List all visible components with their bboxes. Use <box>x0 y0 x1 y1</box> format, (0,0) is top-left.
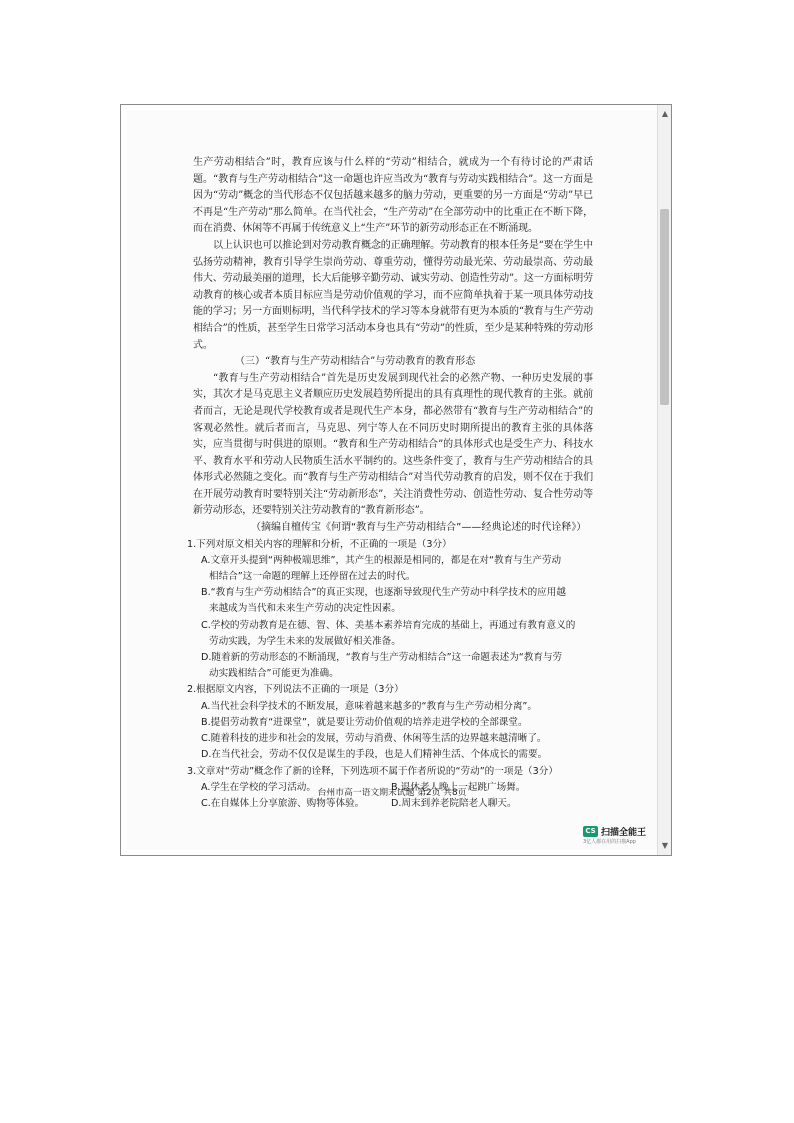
vertical-scrollbar[interactable] <box>657 105 671 855</box>
paragraph-1: 生产劳动相结合”时，教育应该与什么样的“劳动”相结合，就成为一个有待讨论的严肃话题。“教育与生产劳动相结合”这一命题也许应当改为“教育与劳动实践相结合”。这一方面是因为“劳动”概念的当代形态不仅包括越来越多的脑力劳动，更重要的另一方面是“劳动”早已不再是“生产劳动”那么简单。在当代社会，“生产劳动”在全部劳动中的比重正在不断下降，而在消费、休闲等不再属于传统意义上“生产”环节的新劳动形态正在不断涌现。 <box>193 157 593 235</box>
camscanner-watermark <box>583 825 646 838</box>
page-footer: 台州市高一语文期末试题 第2页 共8页 <box>317 788 467 798</box>
question-1-option-b: B.“教育与生产劳动相结合”的真正实现，也逐渐导致现代生产劳动中科学技术的应用越 <box>201 587 566 599</box>
question-1 <box>187 537 593 683</box>
scroll-up-arrow-icon[interactable]: ▲ <box>661 109 669 118</box>
question-1-option-d-cont: 动实践相结合”可能更为准确。 <box>209 668 339 680</box>
question-3-option-b: B.退休老人晚上一起跳广场舞。 <box>391 781 526 793</box>
question-1-option-c-cont: 劳动实践，为学生未来的发展做好相关准备。 <box>209 635 401 647</box>
paragraph-3: “教育与生产劳动相结合”首先是历史发展到现代社会的必然产物、一种历史发展的事实，其次才是马克思主义者顺应历史发展趋势所提出的具有真理性的现代教育的主张。就前者而言，无论是现代学校教育或者是现代生产本身，都必然带有“教育与生产劳动相结合”的客观必然性。就后者而言，马克思、列宁等人在不同历史时期所提出的教育主张的具体落实，应当贯彻与时俱进的原则。“教育和生产劳动相结合”的具体形式也是受生产力、科技水平、教育水平和劳动人民物质生活水平制约的。这些条件变了，教育与生产劳动相结合的具体形式必然随之变化。而“教育与生产劳动相结合”对当代劳动教育的启发，则不仅在于我们在开展劳动教育时要特别关注“劳动新形态”，关注消费性劳动、创造性劳动、复合性劳动等新劳动形态，还要特别关注劳动教育的“教育新形态”。 <box>193 372 593 517</box>
question-2-option-c: C.随着科技的进步和社会的发展，劳动与消费、休闲等生活的边界越来越清晰了。 <box>201 733 547 745</box>
question-1-option-d: D.随着新的劳动形态的不断涌现，“教育与生产劳动相结合”这一命题表述为“教育与劳 <box>201 652 563 664</box>
question-1-title: 1.下列对原文相关内容的理解和分析，不正确的一项是（3分） <box>187 538 452 550</box>
scrollbar-thumb[interactable] <box>660 209 669 405</box>
question-3-title: 3.文章对“劳动”概念作了新的诠释，下列选项不属于作者所说的“劳动”的一项是（3分） <box>187 765 558 777</box>
question-2-title: 2.根据原文内容，下列说法不正确的一项是（3分） <box>187 684 404 696</box>
question-1-option-a-cont: 相结合”这一命题的理解上还停留在过去的时代。 <box>209 571 416 583</box>
scanned-page <box>127 111 657 849</box>
camscanner-tagline: 3亿人都在用的扫描App <box>583 839 636 845</box>
question-3-option-d: D.周末到养老院陪老人聊天。 <box>391 797 517 809</box>
question-1-option-b-cont: 来越成为当代和未来生产劳动的决定性因素。 <box>209 603 401 615</box>
question-1-option-c: C.学校的劳动教育是在德、智、体、美基本素养培育完成的基础上，再通过有教育意义的 <box>201 619 576 631</box>
question-3-options-row-2 <box>201 796 593 812</box>
question-2-option-d: D.在当代社会，劳动不仅仅是谋生的手段，也是人们精神生活、个体成长的需要。 <box>201 749 548 761</box>
question-1-option-a: A.文章开头提到“两种极端思维”，其产生的根源是相同的，都是在对“教育与生产劳动 <box>201 554 562 566</box>
question-3-option-c: C.在自媒体上分享旅游、购物等体验。 <box>201 797 365 809</box>
page-content <box>187 155 593 812</box>
section-heading: （三）“教育与生产劳动相结合”与劳动教育的教育形态 <box>235 356 476 368</box>
source-citation: （摘编自檀传宝《何谓“教育与生产劳动相结合”——经典论述的时代诠释》） <box>251 522 587 534</box>
question-3-option-a: A.学生在学校的学习活动。 <box>201 781 316 793</box>
camscanner-name: 扫描全能王 <box>601 828 647 838</box>
camscanner-logo-icon: CS <box>583 826 598 837</box>
question-2 <box>187 682 593 763</box>
scroll-down-arrow-icon[interactable]: ▼ <box>661 841 669 850</box>
paragraph-2: 以上认识也可以推论到对劳动教育概念的正确理解。劳动教育的根本任务是“要在学生中弘扬劳动精神，教育引导学生崇尚劳动、尊重劳动，懂得劳动最光荣、劳动最崇高、劳动最伟大、劳动最美丽的道理，长大后能够辛勤劳动、诚实劳动、创造性劳动”。这一方面标明劳动教育的核心或者本质目标应当是劳动价值观的学习，而不应简单执着于某一项具体劳动技能的学习；另一方面则标明，当代科学技术的学习等本身就带有更为本质的“教育与生产劳动相结合”的性质，甚至学生日常学习活动本身也具有“劳动”的性质，至少是某种特殊的劳动形式。 <box>193 239 593 351</box>
question-2-option-b: B.提倡劳动教育“进课堂”，就是要让劳动价值观的培养走进学校的全部课堂。 <box>201 716 528 728</box>
question-2-option-a: A.当代社会科学技术的不断发展，意味着越来越多的“教育与生产劳动相分离”。 <box>201 700 537 712</box>
document-viewer <box>120 104 672 856</box>
